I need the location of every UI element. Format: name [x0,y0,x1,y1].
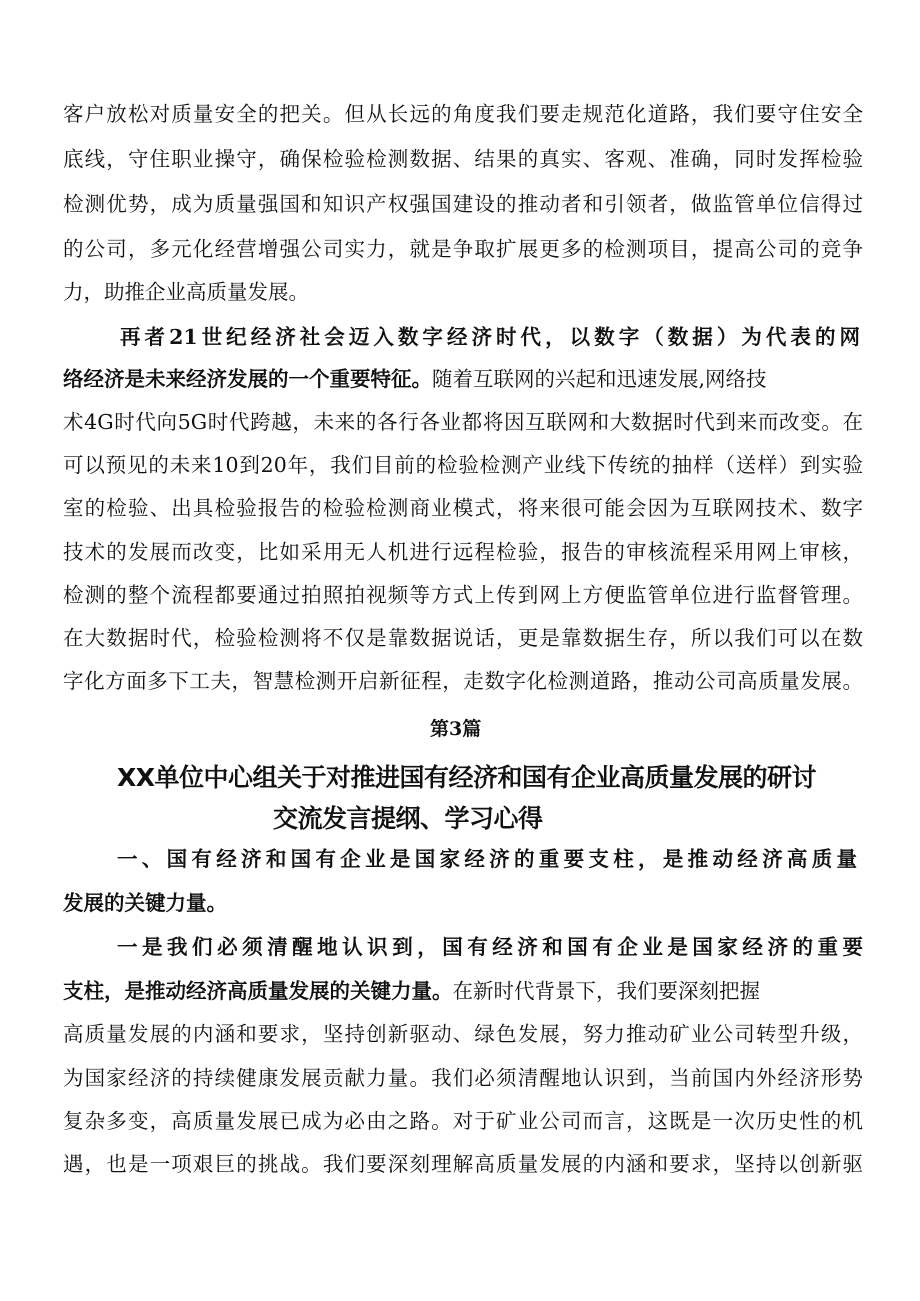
normal-sentence: 在新时代背景下，我们要深刻把握 [452,979,760,1003]
document-title-line-2: 交流发言提纲、学习心得 [273,804,543,833]
paragraph-line: 字化方面多下工夫，智慧检测开启新征程，走数字化检测道路，推动公司高质量发展。 [63,669,863,693]
bold-sentence: 络经济是未来经济发展的一个重要特征。 [63,367,432,391]
paragraph-line: 的公司，多元化经营增强公司实力，就是争取扩展更多的检测项目，提高公司的竞争 [63,237,863,261]
paragraph-line: 检测优势，成为质量强国和知识产权强国建设的推动者和引领者，做监管单位信得过 [63,192,863,216]
section-heading-line: 一、国有经济和国有企业是国家经济的重要支柱，是推动经济高质量 [117,847,857,871]
paragraph-line-mixed [63,978,863,1004]
paragraph-line: 室的检验、出具检验报告的检验检测商业模式，将来很可能会因为互联网技术、数字 [63,496,863,520]
paragraph-line: 为国家经济的持续健康发展贡献力量。我们必须清醒地认识到，当前国内外经济形势 [63,1066,863,1090]
paragraph-line: 力，助推企业高质量发展。 [63,280,309,304]
normal-sentence: 随着互联网的兴起和迅速发展,网络技 [432,367,767,391]
section-heading-line: 发展的关键力量。 [63,891,227,915]
paragraph-line: 可以预见的未来10到20年，我们目前的检验检测产业线下传统的抽样（送样）到实验 [63,453,863,477]
paragraph-line: 复杂多变，高质量发展已成为必由之路。对于矿业公司而言，这既是一次历史性的机 [63,1109,863,1133]
paragraph-line-bold: 再者21世纪经济社会迈入数字经济时代，以数字（数据）为代表的网 [120,325,860,349]
paragraph-line: 高质量发展的内涵和要求，坚持创新驱动、绿色发展，努力推动矿业公司转型升级， [63,1022,863,1046]
paragraph-line: 客户放松对质量安全的把关。但从长远的角度我们要走规范化道路，我们要守住安全 [63,102,863,126]
paragraph-line: 遇，也是一项艰巨的挑战。我们要深刻理解高质量发展的内涵和要求，坚持以创新驱 [63,1152,863,1176]
document-title-line-1: XX单位中心组关于对推进国有经济和国有企业高质量发展的研讨 [117,763,817,792]
bold-sentence: 支柱，是推动经济高质量发展的关键力量。 [63,979,453,1003]
section-label: 第3篇 [430,718,482,740]
paragraph-line: 技术的发展而改变，比如采用无人机进行远程检验，报告的审核流程采用网上审核， [63,540,863,564]
paragraph-line-bold: 一是我们必须清醒地认识到，国有经济和国有企业是国家经济的重要 [117,935,863,959]
paragraph-line: 检测的整个流程都要通过拍照拍视频等方式上传到网上方便监管单位进行监督管理。 [63,583,863,607]
paragraph-line: 底线，守住职业操守，确保检验检测数据、结果的真实、客观、准确，同时发挥检验 [63,147,863,171]
paragraph-line-mixed [63,366,863,392]
paragraph-line: 在大数据时代，检验检测将不仅是靠数据说话，更是靠数据生存，所以我们可以在数 [63,626,863,650]
paragraph-line: 术4G时代向5G时代跨越，未来的各行各业都将因互联网和大数据时代到来而改变。在 [63,410,863,434]
